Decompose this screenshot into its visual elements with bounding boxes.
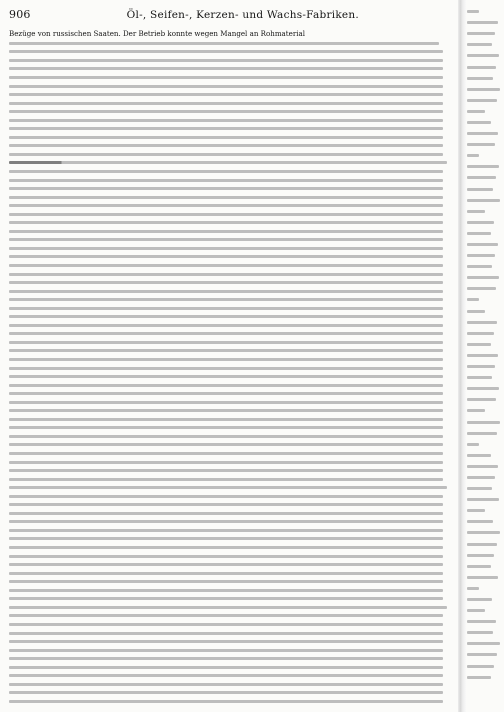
adjacent-text-placeholder [467, 465, 498, 468]
adjacent-text-placeholder [467, 276, 499, 279]
adjacent-text-placeholder [467, 210, 485, 213]
text-line [9, 270, 454, 279]
adjacent-text-placeholder [467, 132, 498, 135]
text-placeholder [9, 401, 443, 404]
text-placeholder [9, 102, 443, 105]
adjacent-text-placeholder [467, 487, 492, 490]
adjacent-text-line [467, 494, 504, 505]
adjacent-text-line [467, 294, 504, 305]
text-line [9, 603, 454, 612]
adjacent-text-line [467, 372, 504, 383]
adjacent-text-placeholder [467, 66, 496, 69]
adjacent-text-line [467, 184, 504, 195]
text-line [9, 116, 454, 125]
text-line [9, 612, 454, 621]
text-line [9, 689, 454, 698]
text-line [9, 518, 454, 527]
text-line [9, 483, 454, 492]
text-line [9, 133, 454, 142]
adjacent-text-line [467, 272, 504, 283]
adjacent-text-placeholder [467, 265, 492, 268]
text-placeholder [9, 478, 443, 481]
adjacent-text-line [467, 638, 504, 649]
text-placeholder [9, 349, 443, 352]
adjacent-text-line [467, 383, 504, 394]
text-placeholder [9, 700, 443, 703]
text-line [9, 526, 454, 535]
adjacent-text-placeholder [467, 398, 496, 401]
adjacent-text-line [467, 217, 504, 228]
text-placeholder [9, 341, 443, 344]
main-text-lines [9, 39, 454, 706]
adjacent-text-placeholder [467, 321, 497, 324]
text-line [9, 150, 454, 159]
adjacent-text-placeholder [467, 254, 495, 257]
text-line [9, 552, 454, 561]
adjacent-text-placeholder [467, 332, 494, 335]
text-placeholder [9, 76, 443, 79]
text-line [9, 236, 454, 245]
text-placeholder [9, 264, 443, 267]
text-placeholder [9, 221, 443, 224]
text-placeholder [9, 247, 443, 250]
text-line [9, 389, 454, 398]
text-placeholder [9, 127, 443, 130]
adjacent-text-line [467, 527, 504, 538]
text-line [9, 449, 454, 458]
adjacent-text-placeholder [467, 631, 493, 634]
text-placeholder [9, 649, 443, 652]
text-placeholder [9, 315, 443, 318]
adjacent-text-line [467, 84, 504, 95]
text-line [9, 501, 454, 510]
text-placeholder [9, 435, 443, 438]
text-line [9, 261, 454, 270]
text-line [9, 210, 454, 219]
adjacent-text-line [467, 539, 504, 550]
text-line [9, 543, 454, 552]
adjacent-text-placeholder [467, 43, 492, 46]
adjacent-text-placeholder [467, 576, 498, 579]
adjacent-text-line [467, 150, 504, 161]
adjacent-text-placeholder [467, 287, 496, 290]
text-line [9, 39, 454, 48]
adjacent-text-placeholder [467, 199, 500, 202]
text-placeholder [9, 546, 443, 549]
text-placeholder [9, 674, 443, 677]
text-line [9, 313, 454, 322]
adjacent-text-line [467, 128, 504, 139]
text-line [9, 458, 454, 467]
adjacent-text-line [467, 583, 504, 594]
adjacent-text-line [467, 306, 504, 317]
text-line [9, 671, 454, 680]
text-placeholder [9, 409, 443, 412]
adjacent-text-line [467, 394, 504, 405]
adjacent-text-line [467, 206, 504, 217]
adjacent-text-line [467, 239, 504, 250]
adjacent-text-placeholder [467, 587, 479, 590]
adjacent-text-line [467, 361, 504, 372]
adjacent-text-line [467, 161, 504, 172]
text-placeholder [9, 418, 443, 421]
adjacent-text-line [467, 250, 504, 261]
adjacent-text-line [467, 428, 504, 439]
running-title: Öl-, Seifen-, Kerzen- und Wachs-Fabriken. [126, 9, 359, 21]
adjacent-text-placeholder [467, 432, 497, 435]
adjacent-text-line [467, 416, 504, 427]
text-line [9, 107, 454, 116]
adjacent-text-placeholder [467, 387, 499, 390]
text-placeholder [9, 110, 443, 113]
text-line [9, 569, 454, 578]
text-line [9, 124, 454, 133]
text-placeholder [9, 683, 443, 686]
text-line [9, 381, 454, 390]
adjacent-text-placeholder [467, 88, 500, 91]
text-line [9, 48, 454, 57]
adjacent-text-placeholder [467, 365, 495, 368]
adjacent-text-line [467, 283, 504, 294]
text-line [9, 193, 454, 202]
text-line [9, 646, 454, 655]
adjacent-text-placeholder [467, 443, 479, 446]
adjacent-text-line [467, 627, 504, 638]
text-placeholder [9, 614, 443, 617]
text-line [9, 372, 454, 381]
adjacent-text-placeholder [467, 598, 492, 601]
text-line [9, 347, 454, 356]
adjacent-text-line [467, 50, 504, 61]
adjacent-text-placeholder [467, 665, 494, 668]
text-placeholder [9, 290, 443, 293]
text-placeholder [9, 580, 443, 583]
text-placeholder [9, 332, 443, 335]
text-placeholder [9, 213, 443, 216]
text-line [9, 509, 454, 518]
text-line [9, 637, 454, 646]
text-placeholder [9, 298, 443, 301]
text-line [9, 620, 454, 629]
adjacent-text-line [467, 6, 504, 17]
text-placeholder [9, 657, 443, 660]
adjacent-text-placeholder [467, 642, 500, 645]
text-line [9, 304, 454, 313]
text-line [9, 82, 454, 91]
text-line [9, 355, 454, 364]
page-header [9, 6, 454, 24]
adjacent-text-line [467, 472, 504, 483]
text-placeholder [9, 469, 443, 472]
text-placeholder [9, 358, 443, 361]
adjacent-text-placeholder [467, 653, 497, 656]
adjacent-text-placeholder [467, 32, 495, 35]
adjacent-text-placeholder [467, 54, 499, 57]
text-placeholder [9, 640, 443, 643]
text-placeholder [9, 563, 443, 566]
page-number: 906 [9, 8, 31, 21]
adjacent-text-line [467, 661, 504, 672]
adjacent-text-placeholder [467, 565, 491, 568]
text-placeholder [9, 153, 443, 156]
adjacent-text-line [467, 505, 504, 516]
text-placeholder [9, 67, 443, 70]
text-placeholder [9, 452, 443, 455]
adjacent-text-placeholder [467, 176, 496, 179]
text-line [9, 65, 454, 74]
adjacent-text-line [467, 483, 504, 494]
text-placeholder [9, 606, 447, 609]
text-line [9, 227, 454, 236]
adjacent-text-line [467, 95, 504, 106]
adjacent-text-placeholder [467, 154, 479, 157]
adjacent-text-placeholder [467, 409, 485, 412]
adjacent-text-placeholder [467, 310, 485, 313]
text-line [9, 466, 454, 475]
text-line [9, 629, 454, 638]
text-placeholder [9, 307, 443, 310]
text-placeholder [9, 144, 443, 147]
adjacent-text-placeholder [467, 10, 479, 13]
text-line [9, 475, 454, 484]
adjacent-text-placeholder [467, 531, 500, 534]
text-line [9, 697, 454, 706]
text-placeholder [9, 196, 443, 199]
text-placeholder [9, 512, 443, 515]
text-line [9, 287, 454, 296]
column-separator [458, 0, 466, 712]
adjacent-text-placeholder [467, 165, 499, 168]
text-line [9, 577, 454, 586]
text-line [9, 595, 454, 604]
adjacent-text-line [467, 350, 504, 361]
text-placeholder [9, 161, 447, 164]
text-placeholder [9, 555, 443, 558]
text-line [9, 295, 454, 304]
text-placeholder [9, 623, 443, 626]
adjacent-text-line [467, 672, 504, 683]
adjacent-text-placeholder [467, 543, 497, 546]
text-line [9, 159, 454, 168]
text-line [9, 415, 454, 424]
text-line [9, 680, 454, 689]
adjacent-text-placeholder [467, 243, 498, 246]
adjacent-text-placeholder [467, 609, 485, 612]
adjacent-text-placeholder [467, 421, 500, 424]
adjacent-text-placeholder [467, 99, 497, 102]
text-placeholder [9, 238, 443, 241]
text-line [9, 142, 454, 151]
text-placeholder [9, 59, 443, 62]
text-placeholder [9, 93, 443, 96]
adjacent-text-placeholder [467, 498, 499, 501]
text-placeholder [9, 520, 443, 523]
text-placeholder [9, 597, 443, 600]
main-column [9, 6, 454, 706]
text-line [9, 663, 454, 672]
text-line [9, 441, 454, 450]
adjacent-text-line [467, 616, 504, 627]
text-placeholder [9, 375, 443, 378]
text-placeholder [9, 384, 443, 387]
text-line [9, 253, 454, 262]
adjacent-text-line [467, 39, 504, 50]
adjacent-text-placeholder [467, 21, 498, 24]
text-line [9, 278, 454, 287]
adjacent-text-line [467, 328, 504, 339]
adjacent-text-placeholder [467, 232, 491, 235]
adjacent-text-line [467, 594, 504, 605]
text-line [9, 167, 454, 176]
adjacent-text-line [467, 450, 504, 461]
text-line [9, 560, 454, 569]
text-placeholder [9, 42, 439, 45]
text-placeholder [9, 119, 443, 122]
text-placeholder [9, 324, 443, 327]
text-placeholder [9, 187, 443, 190]
text-placeholder [9, 170, 443, 173]
text-placeholder [9, 666, 443, 669]
text-line [9, 99, 454, 108]
text-placeholder [9, 50, 443, 53]
text-line [9, 338, 454, 347]
adjacent-text-line [467, 28, 504, 39]
adjacent-text-placeholder [467, 376, 492, 379]
text-line [9, 90, 454, 99]
adjacent-text-line [467, 550, 504, 561]
adjacent-text-line [467, 228, 504, 239]
adjacent-text-line [467, 317, 504, 328]
adjacent-text-placeholder [467, 77, 493, 80]
adjacent-page-strip [467, 6, 504, 706]
text-placeholder [9, 426, 443, 429]
adjacent-text-line [467, 561, 504, 572]
adjacent-text-placeholder [467, 121, 491, 124]
text-placeholder [9, 529, 443, 532]
text-placeholder [9, 392, 443, 395]
text-line [9, 201, 454, 210]
text-placeholder [9, 495, 443, 498]
text-placeholder [9, 632, 443, 635]
adjacent-text-line [467, 61, 504, 72]
adjacent-text-placeholder [467, 509, 485, 512]
text-line [9, 492, 454, 501]
text-placeholder [9, 230, 443, 233]
adjacent-text-line [467, 117, 504, 128]
adjacent-page-lines [467, 6, 504, 683]
text-line [9, 218, 454, 227]
text-placeholder [9, 281, 443, 284]
adjacent-text-placeholder [467, 476, 495, 479]
text-placeholder [9, 503, 443, 506]
text-placeholder [9, 255, 443, 258]
text-placeholder [9, 367, 443, 370]
text-line [9, 244, 454, 253]
text-line [9, 176, 454, 185]
text-line [9, 586, 454, 595]
adjacent-text-line [467, 339, 504, 350]
adjacent-text-placeholder [467, 221, 494, 224]
adjacent-text-placeholder [467, 454, 491, 457]
text-placeholder [9, 85, 443, 88]
text-placeholder [9, 273, 443, 276]
text-line [9, 654, 454, 663]
main-text-first-line: Bezüge von russischen Saaten. Der Betrieb konnte wegen Mangel an Rohmaterial [9, 30, 305, 38]
adjacent-text-line [467, 17, 504, 28]
text-line [9, 398, 454, 407]
text-line [9, 432, 454, 441]
text-line [9, 535, 454, 544]
text-placeholder [9, 461, 443, 464]
adjacent-text-line [467, 605, 504, 616]
adjacent-text-placeholder [467, 143, 495, 146]
adjacent-text-placeholder [467, 520, 493, 523]
text-placeholder [9, 204, 443, 207]
adjacent-text-line [467, 649, 504, 660]
adjacent-text-line [467, 73, 504, 84]
adjacent-text-placeholder [467, 343, 491, 346]
adjacent-text-placeholder [467, 554, 494, 557]
text-placeholder [9, 136, 443, 139]
adjacent-text-placeholder [467, 188, 493, 191]
adjacent-text-line [467, 172, 504, 183]
adjacent-text-placeholder [467, 110, 485, 113]
adjacent-text-line [467, 405, 504, 416]
text-placeholder [9, 443, 443, 446]
text-placeholder [9, 537, 443, 540]
text-line [9, 407, 454, 416]
text-line [9, 184, 454, 193]
adjacent-text-placeholder [467, 298, 479, 301]
adjacent-text-line [467, 439, 504, 450]
adjacent-text-line [467, 195, 504, 206]
adjacent-text-placeholder [467, 676, 491, 679]
text-placeholder [9, 179, 443, 182]
text-placeholder [9, 691, 443, 694]
adjacent-text-line [467, 106, 504, 117]
text-line [9, 73, 454, 82]
adjacent-text-line [467, 139, 504, 150]
text-placeholder [9, 572, 443, 575]
text-line [9, 424, 454, 433]
text-line [9, 330, 454, 339]
text-line [9, 56, 454, 65]
adjacent-text-line [467, 516, 504, 527]
adjacent-text-line [467, 572, 504, 583]
text-line [9, 364, 454, 373]
adjacent-text-line [467, 261, 504, 272]
adjacent-text-placeholder [467, 620, 496, 623]
text-line [9, 321, 454, 330]
adjacent-text-line [467, 461, 504, 472]
text-placeholder [9, 486, 447, 489]
text-placeholder [9, 589, 443, 592]
adjacent-text-placeholder [467, 354, 498, 357]
